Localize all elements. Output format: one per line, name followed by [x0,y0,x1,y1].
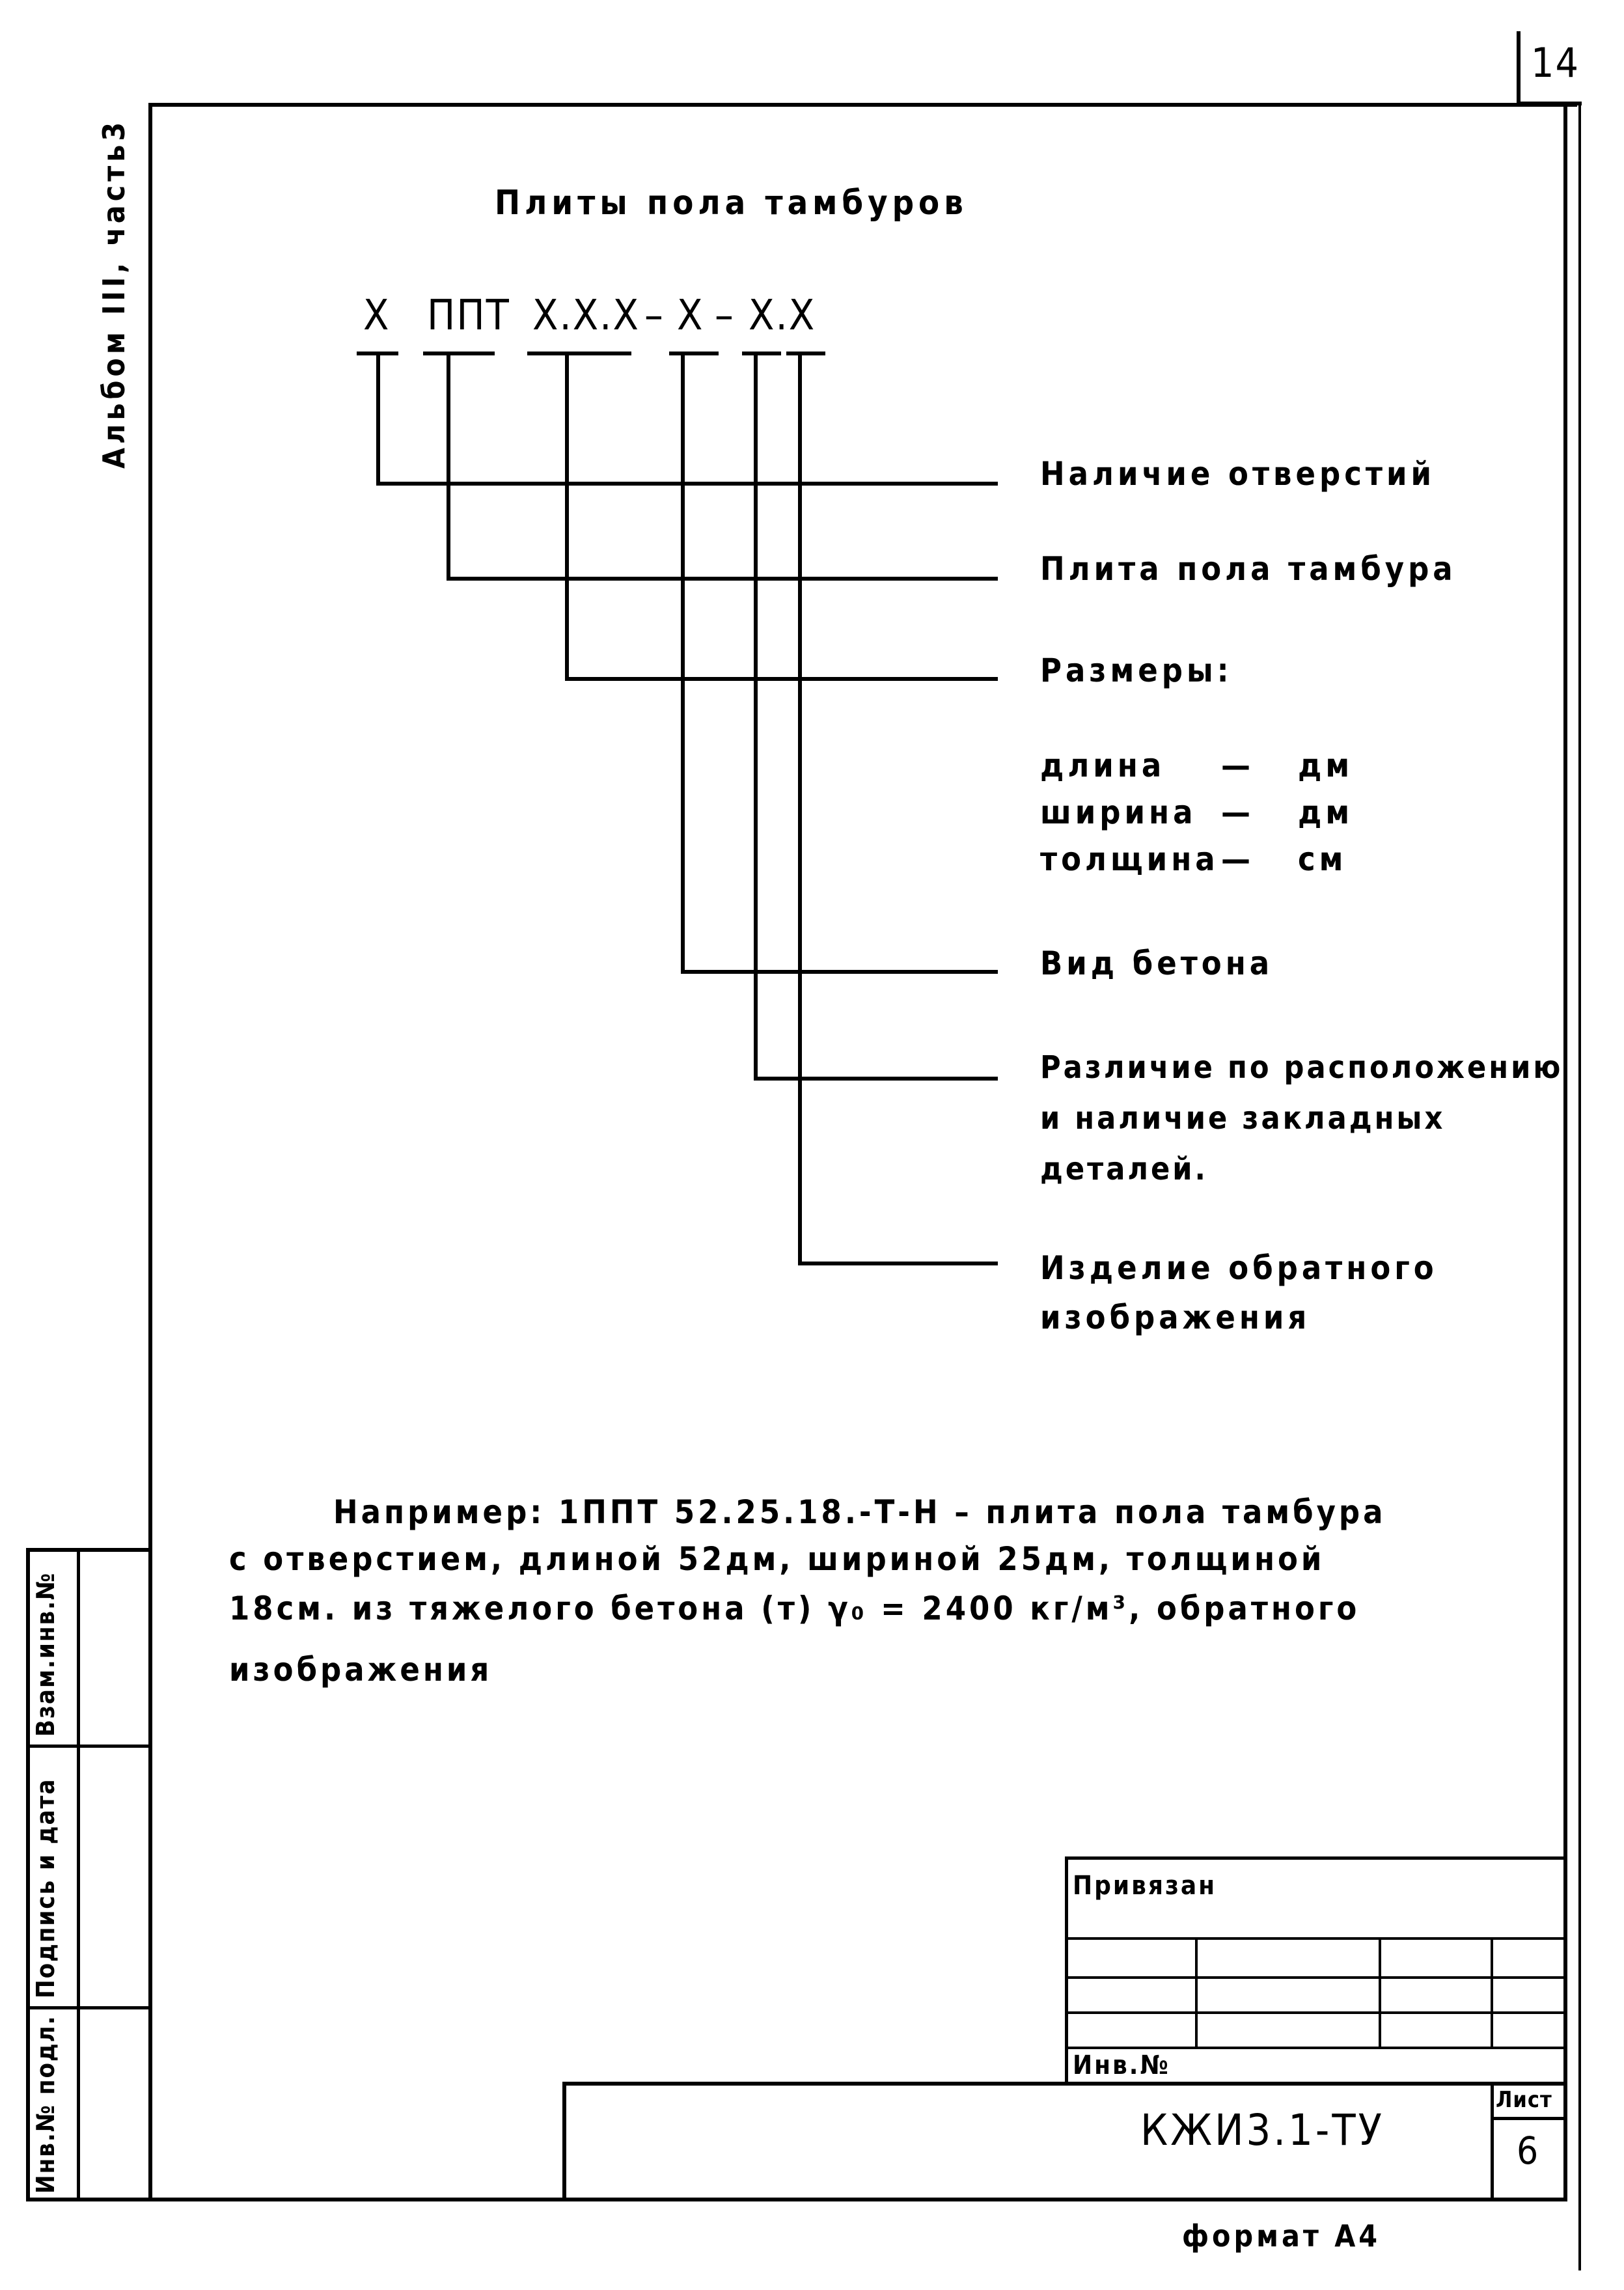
tb-privyazan: Привязан [1073,1871,1217,1901]
legend-openings: Наличие отверстий [1040,455,1435,493]
outer-right-line [1578,103,1581,2270]
stamp-col-left [26,1549,30,2201]
tb-col-1 [1195,1937,1198,2049]
tb-main-top [562,2082,1567,2086]
leader-slab-h [447,577,998,581]
size-width-name: ширина [1040,793,1197,831]
tb-sheet-left [1491,2082,1494,2201]
frame-right [1563,103,1567,2200]
legend-slab: Плита пола тамбура [1040,550,1457,588]
tb-outer-top [1065,1856,1567,1860]
tb-col-2 [1379,1937,1381,2049]
code-part-last: Х.Х [749,292,816,340]
example-line-2: с отверстием, длиной 52дм, шириной 25дм, толщиной [229,1540,1325,1578]
stamp-inv-podl-label: Инв.№ подл. [31,2015,60,2194]
stamp-col-mid [77,1549,80,2201]
size-thickness-dash: — [1221,840,1254,878]
legend-mirror-1: Изделие обратного [1040,1249,1438,1287]
size-width-unit: дм [1298,793,1354,831]
example-line-4: изображения [229,1651,493,1689]
leader-embedded-h [754,1077,998,1081]
legend-sizes-heading: Размеры: [1040,652,1233,689]
tb-main-left [562,2082,566,2201]
frame-bottom [26,2198,1567,2201]
tb-designation: КЖИ3.1-ТУ [1140,2105,1384,2155]
legend-embedded-1: Различие по расположению [1040,1049,1563,1086]
leader-mirror-h [798,1262,998,1265]
frame-left [148,103,152,2200]
leader-concrete-h [681,970,998,974]
format-label: формат А4 [1182,2218,1381,2254]
frame-top [148,103,1577,107]
legend-embedded-3: деталей. [1040,1151,1208,1187]
stamp-vzam-label: Взам.инв.№ [31,1571,60,1737]
underline-last-a [742,352,781,355]
size-length-unit: дм [1298,747,1354,784]
code-dash-2: – [715,292,735,340]
code-part-ppt: ППТ [427,292,510,340]
code-part-sizes: Х.Х.Х [532,292,640,340]
tb-col-3 [1491,1937,1493,2049]
code-part-concrete: Х [677,292,704,340]
stamp-sep-1 [26,1745,152,1748]
stamp-sep-2 [26,2006,152,2009]
leader-openings-h [376,482,998,486]
underline-concrete [669,352,719,355]
stamp-top [26,1548,152,1552]
page-title: Плиты пола тамбуров [495,184,968,223]
leader-slab-v [447,352,450,581]
underline-ppt [423,352,495,355]
underline-last-b [786,352,825,355]
leader-sizes-h [565,677,998,681]
legend-mirror-2: изображения [1040,1299,1311,1336]
leader-sizes-v [565,352,569,681]
stamp-podpis-label: Подпись и дата [31,1778,60,1998]
tb-sheet-label: Лист [1496,2087,1552,2113]
tb-inv: Инв.№ [1073,2050,1170,2080]
page-number: 14 [1531,39,1580,87]
size-thickness-unit: см [1298,840,1347,878]
page-number-box-left [1517,31,1521,104]
size-length-name: длина [1040,747,1166,784]
side-label: Альбом III, часть3 [96,118,131,469]
leader-openings-v [376,352,380,486]
code-dash-1: – [644,292,665,340]
legend-embedded-2: и наличие закладных [1040,1100,1446,1137]
leader-mirror-v [798,352,802,1265]
tb-sheet-sep [1491,2117,1567,2120]
example-line-1: Например: 1ППТ 52.25.18.-Т-Н – плита пола тамбура [333,1493,1386,1531]
size-width-dash: — [1221,793,1254,831]
tb-sheet-number: 6 [1517,2129,1541,2173]
legend-concrete: Вид бетона [1040,945,1274,982]
example-line-3: 18см. из тяжелого бетона (т) γ₀ = 2400 кг/м³, обратного [229,1590,1360,1627]
size-length-dash: — [1221,747,1254,784]
leader-concrete-v [681,352,685,974]
code-part-x: Х [363,292,391,340]
size-thickness-name: толщина [1040,840,1219,878]
underline-sizes [527,352,631,355]
